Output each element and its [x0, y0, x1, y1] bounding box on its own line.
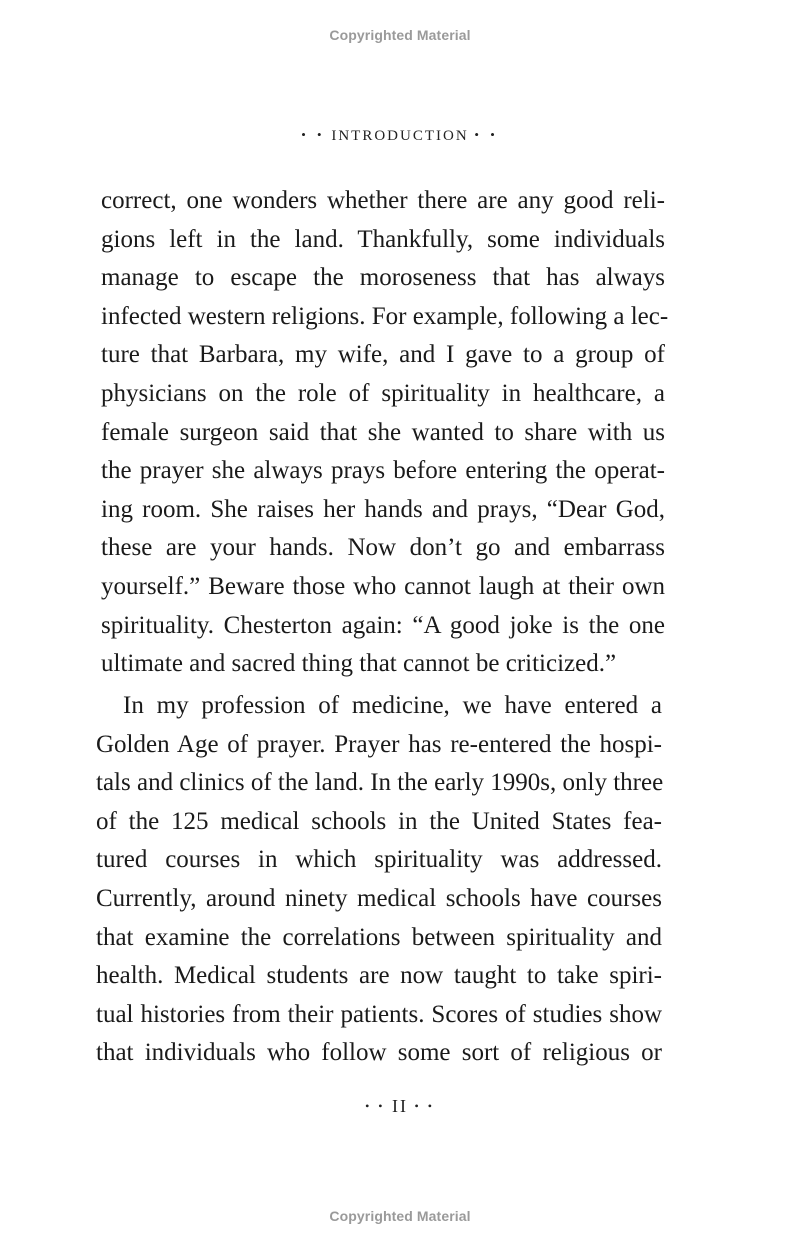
running-head	[0, 128, 800, 145]
running-head-ornament-left: • •	[301, 127, 326, 142]
text-line: ing room. She raises her hands and prays, “Dear God,	[101, 495, 665, 523]
text-line: gions left in the land. Thankfully, some individuals	[101, 225, 665, 253]
folio-ornament-left: • •	[365, 1099, 386, 1113]
text-line: tals and clinics of the land. In the early 1990s, only three	[96, 769, 664, 797]
text-line: physicians on the role of spirituality in healthcare, a	[101, 379, 665, 407]
text-line: tured courses in which spirituality was addressed.	[96, 846, 662, 874]
text-line: tual histories from their patients. Scores of studies show	[96, 1000, 662, 1028]
text-line: of the 125 medical schools in the United States fea-	[96, 807, 662, 835]
text-line: infected western religions. For example, following a lec-	[101, 302, 669, 330]
text-line: spirituality. Chesterton again: “A good joke is the one	[101, 611, 665, 639]
text-line: female surgeon said that she wanted to share with us	[101, 418, 665, 446]
copyright-watermark-bottom: Copyrighted Material	[329, 1208, 471, 1224]
text-line: ture that Barbara, my wife, and I gave to a group of	[101, 341, 665, 369]
copyright-watermark-top: Copyrighted Material	[329, 27, 471, 43]
text-line: that individuals who follow some sort of religious or	[96, 1039, 662, 1067]
text-line: correct, one wonders whether there are any good reli-	[101, 187, 665, 214]
running-head-title: INTRODUCTION	[331, 128, 469, 144]
paragraph-2	[96, 687, 662, 1073]
folio-ornament-right: • •	[414, 1099, 435, 1113]
text-line: these are your hands. Now don’t go and embarrass	[101, 534, 665, 562]
text-line: the prayer she always prays before entering the operat-	[101, 457, 665, 485]
running-head-ornament-right: • •	[474, 127, 499, 142]
page-number-value: II	[392, 1096, 408, 1116]
text-line: manage to escape the moroseness that has always	[101, 264, 665, 292]
paragraph-1	[101, 182, 669, 684]
text-line: health. Medical students are now taught to take spiri-	[96, 962, 662, 990]
text-line: yourself.” Beware those who cannot laugh at their own	[101, 572, 665, 600]
text-line: Currently, around ninety medical schools have courses	[96, 884, 662, 912]
text-line: Golden Age of prayer. Prayer has re-entered the hospi-	[96, 730, 662, 758]
text-line: ultimate and sacred thing that cannot be criticized.”	[101, 650, 617, 678]
text-line: that examine the correlations between spirituality and	[96, 923, 662, 951]
text-line: In my profession of medicine, we have entered a	[123, 692, 662, 719]
page-number	[0, 1096, 800, 1117]
